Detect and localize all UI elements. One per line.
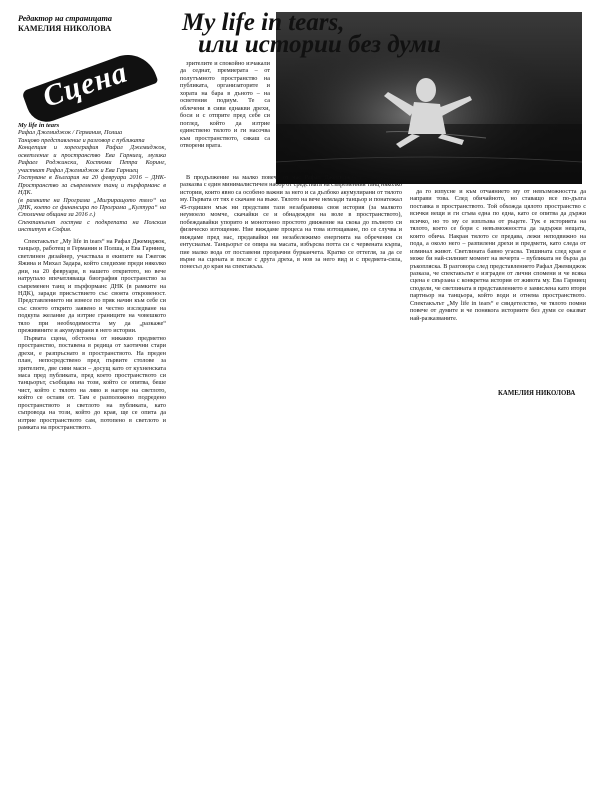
author-signature: КАМЕЛИЯ НИКОЛОВА: [498, 390, 576, 397]
article-column-3: [410, 188, 586, 322]
article-column-1: [18, 122, 166, 432]
article-column-2-top: [180, 60, 270, 149]
editor-name: КАМЕЛИЯ НИКОЛОВА: [18, 24, 112, 33]
article-column-2: [180, 174, 402, 271]
headline-line2: или истории без думи: [198, 31, 441, 58]
article-paragraph: Първата сцена, обстоена от никакво предметно пространство, поставена в редица от хаотични стари дрехи, е разпръснато в пространството. На преден план, непосредствено пред първите столове за зрителите, две сиви маси – досущ като от кухненската маса пред публиката, пред което пространството си танцьорът, съобщава на този, който се опитва, беше чист, който с тялото на ляво и нагоре на светлото, който се оставя от. Там е разположено подредено пространството и светлото на публиката, като съпровода на този, който до края, ще се опита да изтрие пространството сам, потопено в светлото и рамката на пространството.: [18, 334, 166, 432]
credits-line: Танцово представление и разговор с публиката: [18, 136, 145, 144]
editor-label: Редактор на страницата: [18, 14, 112, 23]
credits-line: Гостуване в България на 20 февруари 2016 – ДНК-Пространство за съвременен танц и пърформанс в НДК.: [18, 174, 166, 197]
section-label: [16, 55, 164, 114]
credits-line: Спектакълът гостува с подкрепата на Полския институт в София.: [18, 218, 166, 234]
section-label-text: Сцена: [38, 55, 132, 114]
article-paragraph: Спектакълът „My life in tears“ на Рафал Джемиджок, танцьор, работещ в Германия и Полша, и Ева Гарниец, светлинен дизайнер, участвала в екипите на Гжегож Яжина и Михал Задара, който следихме преди няколко дни, на 20 февруари, в нашето откритото, но вече натрупало впечатляваща биография пространство за съвременен танц и пърформанс ДНК (в рамките на НДК), заради присъствието със своята откровеност. Представлението ни изнесе по пряк начин към себе си със своето открито заявено и честно изследване на подкупа желание да изтрие границите на човешкото тяло при необходимостта му да „разкаже“ преживяните и акумулирани в него истории.: [18, 237, 166, 335]
credits-block: [18, 122, 166, 234]
editor-credit: [18, 14, 112, 34]
credits-title: My life in tears: [18, 122, 60, 129]
article-paragraph: зрителите и спокойно изчакали да седнат, премиерата – от полутъмното пространство на публиката, организаторите и хората на бара в дъното – на осветения подиум. Те са облечени в сиви еднакви дрехи, боси и с отприте пред себе си поглед, който да изтрие единствено тялото и ги насочва към пространството, сякаш са отворени врата.: [180, 60, 270, 149]
headline-line1: My life in tears,: [182, 9, 345, 36]
credits-line: (в рамките на Програма „Мигриращото тяло“ на ДНК, което се финансира по Програма „Култура“ на Столична община за 2016 г.): [18, 196, 166, 219]
article-paragraph: В продължение на малко повече от час Рафал Джемиджок (р. 1971 г.) ни разказва с един минималистичен набор от средствата на съвременния танц няколко истории, които явно са особено важни за него и са дълбоко акумулирани от тялото му. Първата от тях е скачане на въже. Тялото на вече немлади танцьор и понатежал 45-годишен мъж ни представя тази незабравима своя история (за малкото неумоело момче, скачайки се и обнадежден на воле в пространството), побеждавайки упорито и монотонно простото движение на скока до пълното си физическо изтощение. Ние виждаме процеса на това изтощаване, по се случва и виждаме пред нас, предавайки ни незабележимо енергията на обречения си ентусиазъм. Танцьорът се опира на масата, избърсва потта си с червената кърпа, пие малко вода от поставени прозрачни бурканчета. Кратко се оттегля, за да се върне на сцената и после с друга дреха, в нов за него вид и с предмета-сила, понесъл до края на спектакъла.: [180, 174, 402, 271]
article-paragraph: да го изпусне и към отчаянието му от невъзможността да направи това. След обичайното, но ставащо все по-дълга поставка в пространството. Той обхожда цялото пространство с всички вещи и ги сгъва една по една, като се опитва да държи всичко, но то му се изплъзва от ръцете. Тук е историята на тялото, което се бори с невъзможността да задържи нещата, които обича. Накрая тялото се предава, лежи неподвижно на пода, а около него – разпилени дрехи и предмети, като следа от изминал живот. Светлината бавно угасва. Тишината след края е може би най-силният момент на вечерта – публиката не бърза да ръкопляска. В разговора след представлението Рафал Джемиджок разказа, че спектакълът е изграден от лични спомени и че всяка сцена е свързана с конкретна история от живота му. Ева Гарниец сподели, че светлината в представлението е замислена като втори партньор на танцьора, който води и отнема пространството. Спектакълът „My life in tears“ е свидетелство, че тялото помни повече от думите и че понякога историите без думи се оказват най-разказваните.: [410, 188, 586, 322]
credits-line: Концепция и хореография Рафал Джемиджок, осветление и пространство Ева Гарниец, музика Рафаел Роджински, Костюми Петра Коринг, участват Рафал Джемиджок и Ева Гарниец: [18, 144, 166, 174]
headline: [182, 9, 441, 58]
credits-line: Рафал Джемиджок / Германия, Полша: [18, 129, 123, 137]
